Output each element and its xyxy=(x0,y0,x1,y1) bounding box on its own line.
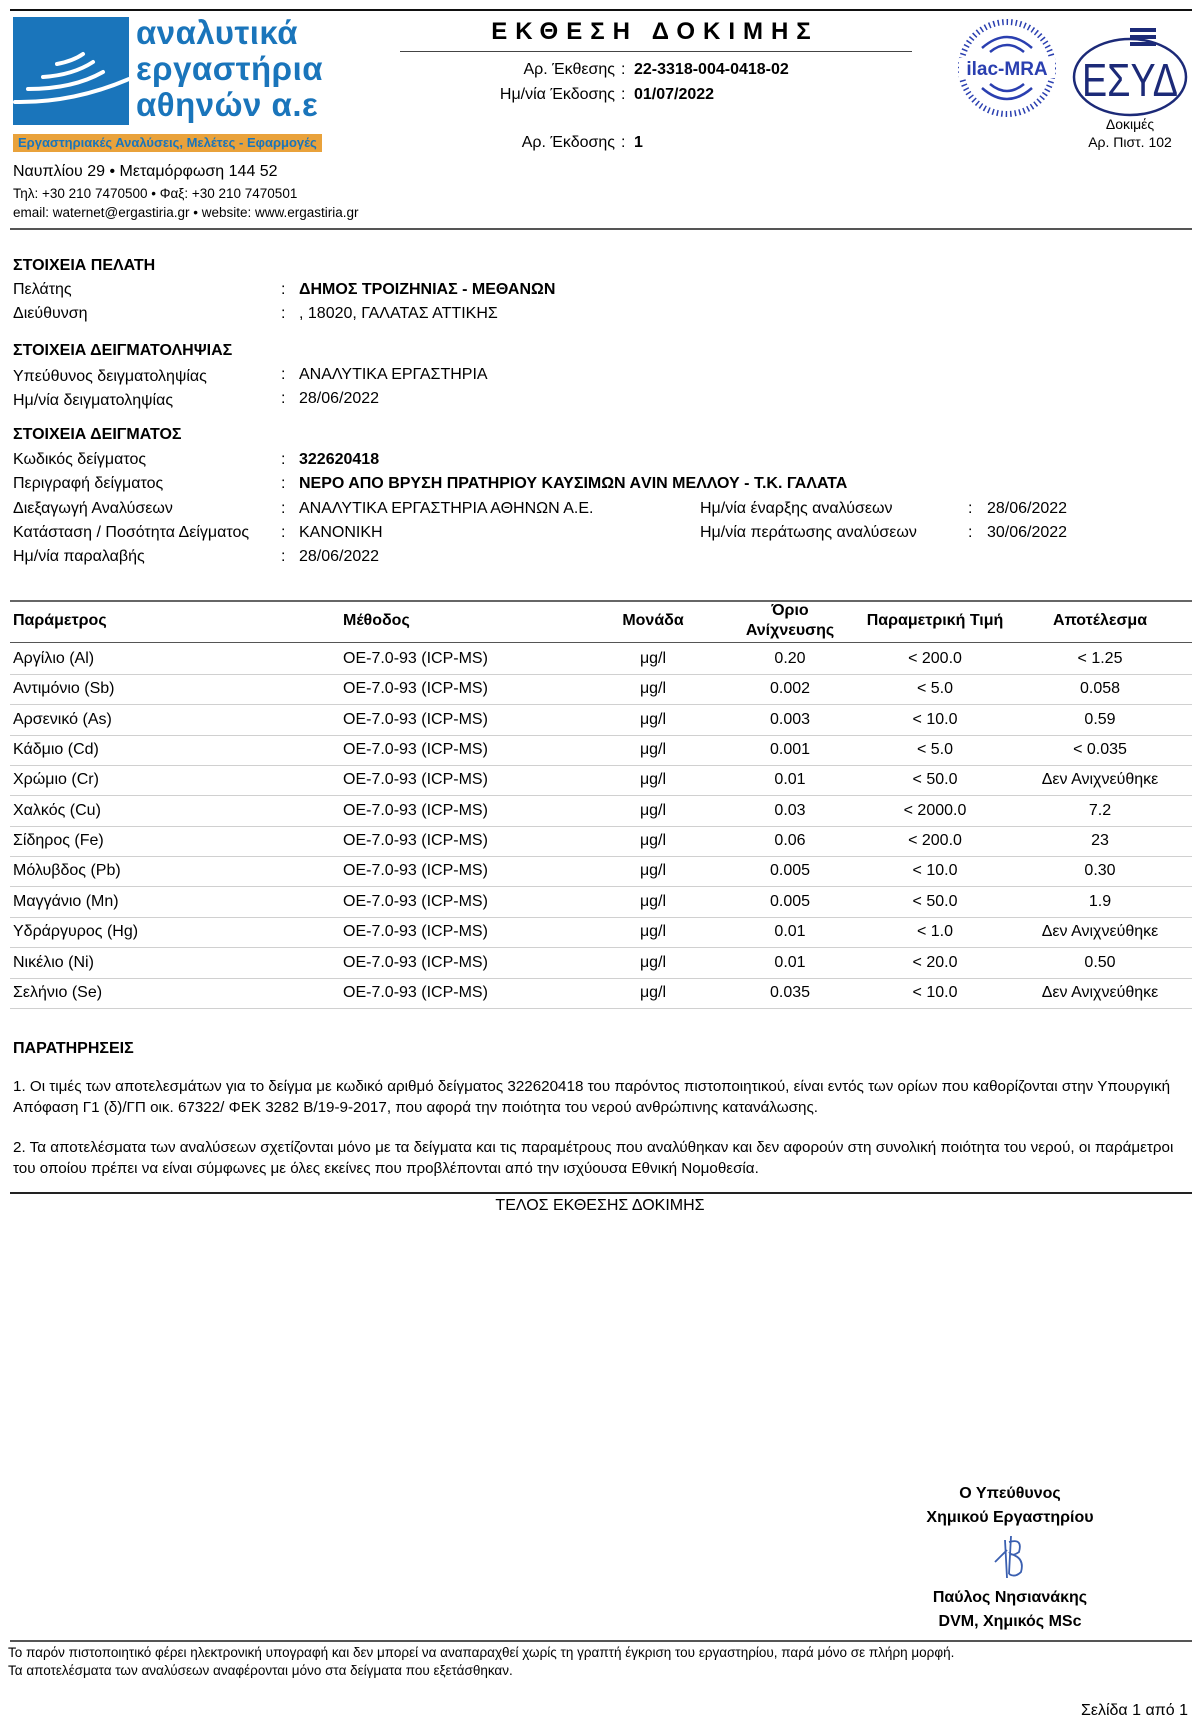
logo-text-line-1: αναλυτικά xyxy=(136,14,298,51)
result-cell: Δεν Ανιχνεύθηκε xyxy=(1041,923,1159,941)
colon: : xyxy=(281,500,286,517)
document-title: ΕΚΘΕΣΗ ΔΟΚΙΜΗΣ xyxy=(491,18,819,45)
analysis-end-date: 30/06/2022 xyxy=(987,524,1068,541)
parameter-cell: Χρώμιο (Cr) xyxy=(13,771,99,789)
column-header-lod-line1: Όριο xyxy=(771,602,809,619)
table-row xyxy=(10,735,1192,766)
detection-limit-cell: 0.03 xyxy=(774,801,806,819)
unit-cell: μg/l xyxy=(639,983,667,1001)
remark-1: 1. Οι τιμές των αποτελεσμάτων για το δείγμα με κωδικό αριθμό δείγματος 322620418 του παρόντος πιστοποιητικού, είναι εντός των ορίων που καθορίζονται στην Υπουργική Απόφαση Γ1 (δ)/ΓΠ οικ. 67322/ ΦΕΚ 3282 Β/19-9-2017, που αφορά την ποιότητα του νερού ανθρώπινης κατανάλωσης. xyxy=(13,1078,1171,1116)
colon: : xyxy=(281,366,286,383)
parameter-cell: Σελήνιο (Se) xyxy=(13,983,103,1001)
logo-text-line-3: αθηνών α.ε xyxy=(136,86,319,123)
remark-2: 2. Τα αποτελέσματα των αναλύσεων σχετίζονται μόνο με τα δείγματα και τις παραμέτρους που αναλύθηκαν και δεν αφορούν στη συνολική ποιότητα του νερού, οι παράμετροι του οποίου πρέπει να είναι σύμφωνες με όλες εκείνες που προβλέπονται από την ισχύουσα Εθνική Νομοθεσία. xyxy=(13,1139,1174,1177)
sample-condition-label: Κατάσταση / Ποσότητα Δείγματος xyxy=(13,524,250,541)
parametric-value-cell: < 10.0 xyxy=(912,710,958,728)
result-cell: Δεν Ανιχνεύθηκε xyxy=(1041,771,1159,789)
analysis-performed-by-label: Διεξαγωγή Αναλύσεων xyxy=(13,500,173,517)
parameter-cell: Μαγγάνιο (Mn) xyxy=(13,892,119,910)
sampling-section-title: ΣΤΟΙΧΕΙΑ ΔΕΙΓΜΑΤΟΛΗΨΙΑΣ xyxy=(13,342,233,359)
sample-section-title: ΣΤΟΙΧΕΙΑ ΔΕΙΓΜΑΤΟΣ xyxy=(13,426,182,443)
method-cell: ΟΕ-7.0-93 (ICP-MS) xyxy=(343,983,488,1001)
issue-date-label: Ημ/νία Έκδοσης xyxy=(499,86,615,103)
result-cell: 0.59 xyxy=(1084,710,1116,728)
client-section-title: ΣΤΟΙΧΕΙΑ ΠΕΛΑΤΗ xyxy=(13,257,156,274)
parametric-value-cell: < 50.0 xyxy=(912,771,958,789)
method-cell: ΟΕ-7.0-93 (ICP-MS) xyxy=(343,832,488,850)
detection-limit-cell: 0.005 xyxy=(769,862,811,880)
table-row xyxy=(10,644,1192,675)
colon: : xyxy=(281,548,286,565)
svg-text:ilac-MRA: ilac-MRA xyxy=(966,59,1048,80)
analysis-start-label: Ημ/νία έναρξης αναλύσεων xyxy=(700,500,893,517)
method-cell: ΟΕ-7.0-93 (ICP-MS) xyxy=(343,650,488,667)
unit-cell: μg/l xyxy=(639,680,667,698)
logo-text-line-2: εργαστήρια xyxy=(136,50,324,87)
footer-disclaimer-1: Το παρόν πιστοποιητικό φέρει ηλεκτρονική υπογραφή και δεν μπορεί να αναπαραχθεί χωρίς τη γραπτή έγκριση του εργαστηρίου, παρά μόνο σε πλήρη μορφή. xyxy=(8,1645,955,1660)
detection-limit-cell: 0.01 xyxy=(774,953,806,971)
result-cell: < 1.25 xyxy=(1077,650,1123,667)
analysis-end-label: Ημ/νία περάτωσης αναλύσεων xyxy=(700,524,917,541)
detection-limit-cell: 0.20 xyxy=(774,650,806,667)
company-phone-fax: Τηλ: +30 210 7470500 • Φαξ: +30 210 7470501 xyxy=(13,186,298,201)
svg-text:ΕΣΥΔ: ΕΣΥΔ xyxy=(1082,54,1178,106)
unit-cell: μg/l xyxy=(639,801,667,819)
title-rule xyxy=(400,51,912,52)
result-cell: 7.2 xyxy=(1088,801,1112,819)
detection-limit-cell: 0.06 xyxy=(774,832,806,850)
parameter-cell: Σίδηρος (Fe) xyxy=(13,832,104,850)
parametric-value-cell: < 1.0 xyxy=(916,923,954,941)
colon: : xyxy=(281,281,286,298)
colon: : xyxy=(621,86,626,103)
unit-cell: μg/l xyxy=(639,741,667,759)
result-cell: 0.50 xyxy=(1084,953,1116,971)
table-header-rule xyxy=(10,642,1192,643)
parameter-cell: Χαλκός (Cu) xyxy=(13,801,101,819)
unit-cell: μg/l xyxy=(639,771,667,789)
company-address: Ναυπλίου 29 • Μεταμόρφωση 144 52 xyxy=(13,163,278,180)
colon: : xyxy=(281,305,286,322)
result-cell: 1.9 xyxy=(1088,892,1112,910)
sample-description: ΝΕΡΟ ΑΠΟ ΒΡΥΣΗ ΠΡΑΤΗΡΙΟΥ ΚΑΥΣΙΜΩΝ ΑVIN ΜΕΛΛΟΥ - Τ.Κ. ΓΑΛΑΤΑ xyxy=(299,475,848,492)
method-cell: ΟΕ-7.0-93 (ICP-MS) xyxy=(343,741,488,759)
table-row xyxy=(10,796,1192,827)
unit-cell: μg/l xyxy=(639,953,667,971)
parameter-cell: Αντιμόνιο (Sb) xyxy=(13,680,115,698)
signatory-role-line2: Χημικού Εργαστηρίου xyxy=(926,1509,1094,1526)
method-cell: ΟΕ-7.0-93 (ICP-MS) xyxy=(343,710,488,728)
issue-number: 1 xyxy=(634,134,643,151)
unit-cell: μg/l xyxy=(639,832,667,850)
sampling-responsible-label: Υπεύθυνος δειγματοληψίας xyxy=(13,368,207,385)
parametric-value-cell: < 200.0 xyxy=(908,832,962,850)
parameter-cell: Κάδμιο (Cd) xyxy=(13,741,99,759)
parameter-cell: Νικέλιο (Ni) xyxy=(13,953,94,971)
method-cell: ΟΕ-7.0-93 (ICP-MS) xyxy=(343,801,488,819)
table-row xyxy=(10,674,1192,705)
parametric-value-cell: < 10.0 xyxy=(912,862,958,880)
table-row xyxy=(10,856,1192,887)
client-label: Πελάτης xyxy=(13,281,72,298)
sampling-responsible: ΑΝΑΛΥΤΙΚΑ ΕΡΓΑΣΤΗΡΙΑ xyxy=(299,366,488,383)
table-top-rule xyxy=(10,600,1192,602)
result-cell: 0.058 xyxy=(1079,680,1121,698)
report-number-label: Αρ. Έκθεσης xyxy=(523,61,615,78)
company-logo-mark xyxy=(13,17,129,125)
method-cell: ΟΕ-7.0-93 (ICP-MS) xyxy=(343,680,488,698)
unit-cell: μg/l xyxy=(639,650,667,667)
table-row xyxy=(10,826,1192,857)
received-date: 28/06/2022 xyxy=(299,548,380,565)
analysis-start-date: 28/06/2022 xyxy=(987,500,1068,517)
page-number: Σελίδα 1 από 1 xyxy=(1080,1702,1188,1719)
company-email-website: email: waternet@ergastiria.gr • website: www.ergastiria.gr xyxy=(13,205,359,220)
result-cell: Δεν Ανιχνεύθηκε xyxy=(1041,983,1159,1001)
method-cell: ΟΕ-7.0-93 (ICP-MS) xyxy=(343,862,488,880)
colon: : xyxy=(968,500,973,517)
parametric-value-cell: < 50.0 xyxy=(912,892,958,910)
colon: : xyxy=(968,524,973,541)
method-cell: ΟΕ-7.0-93 (ICP-MS) xyxy=(343,892,488,910)
logo-tagline: Εργαστηριακές Αναλύσεις, Μελέτες - Εφαρμογές xyxy=(13,134,322,152)
received-date-label: Ημ/νία παραλαβής xyxy=(13,548,145,565)
esyd-icon xyxy=(1070,20,1190,120)
unit-cell: μg/l xyxy=(639,923,667,941)
parametric-value-cell: < 20.0 xyxy=(912,953,958,971)
esyd-logo xyxy=(1070,20,1190,120)
method-cell: ΟΕ-7.0-93 (ICP-MS) xyxy=(343,771,488,789)
sample-code-label: Κωδικός δείγματος xyxy=(13,451,147,468)
parametric-value-cell: < 5.0 xyxy=(916,680,954,698)
table-row xyxy=(10,705,1192,736)
detection-limit-cell: 0.01 xyxy=(774,923,806,941)
signatory-name: Παύλος Νησιανάκης xyxy=(932,1589,1088,1606)
detection-limit-cell: 0.002 xyxy=(769,680,811,698)
esyd-caption-tests: Δοκιμές xyxy=(1105,116,1155,132)
issue-number-label: Αρ. Έκδοσης xyxy=(521,134,615,151)
column-header-parametric-value: Παραμετρική Τιμή xyxy=(866,612,1004,629)
sample-description-label: Περιγραφή δείγματος xyxy=(13,475,164,492)
column-header-unit: Μονάδα xyxy=(622,612,684,629)
table-row xyxy=(10,765,1192,796)
end-of-report-rule xyxy=(10,1192,1192,1194)
method-cell: ΟΕ-7.0-93 (ICP-MS) xyxy=(343,923,488,941)
waves-icon xyxy=(13,17,129,125)
colon: : xyxy=(281,390,286,407)
parameter-cell: Μόλυβδος (Pb) xyxy=(13,862,121,880)
ilac-mra-icon xyxy=(957,18,1057,118)
report-number: 22-3318-004-0418-02 xyxy=(634,61,789,78)
sample-condition: ΚΑΝΟΝΙΚΗ xyxy=(299,524,383,541)
unit-cell: μg/l xyxy=(639,862,667,880)
parameter-cell: Υδράργυρος (Hg) xyxy=(13,923,139,941)
table-row xyxy=(10,887,1192,918)
signatory-credentials: DVM, Χημικός MSc xyxy=(938,1613,1082,1630)
issue-date: 01/07/2022 xyxy=(634,86,715,103)
analysis-performed-by: ΑΝΑΛΥΤΙΚΑ ΕΡΓΑΣΤΗΡΙΑ ΑΘΗΝΩΝ Α.Ε. xyxy=(299,500,594,517)
signature-mark-icon xyxy=(985,1532,1035,1582)
column-header-lod-line2: Ανίχνευσης xyxy=(745,622,835,639)
parameter-cell: Αργίλιο (Al) xyxy=(13,650,95,667)
unit-cell: μg/l xyxy=(639,892,667,910)
column-header-parameter: Παράμετρος xyxy=(13,612,107,629)
detection-limit-cell: 0.001 xyxy=(769,741,811,759)
detection-limit-cell: 0.01 xyxy=(774,771,806,789)
result-cell: 0.30 xyxy=(1084,862,1116,880)
table-row xyxy=(10,917,1192,948)
table-row xyxy=(10,948,1192,979)
unit-cell: μg/l xyxy=(639,710,667,728)
client-address-label: Διεύθυνση xyxy=(13,305,88,322)
parametric-value-cell: < 2000.0 xyxy=(903,801,967,819)
result-cell: 23 xyxy=(1091,832,1109,850)
top-rule xyxy=(10,9,1192,11)
method-cell: ΟΕ-7.0-93 (ICP-MS) xyxy=(343,953,488,971)
ilac-mra-logo xyxy=(957,18,1057,118)
result-cell: < 0.035 xyxy=(1073,741,1127,759)
sampling-date-label: Ημ/νία δειγματοληψίας xyxy=(13,392,174,409)
detection-limit-cell: 0.003 xyxy=(769,710,811,728)
client-address: , 18020, ΓΑΛΑΤΑΣ ΑΤΤΙΚΗΣ xyxy=(299,305,498,322)
signatory-role-line1: Ο Υπεύθυνος xyxy=(959,1485,1061,1502)
parametric-value-cell: < 10.0 xyxy=(912,983,958,1001)
sampling-date: 28/06/2022 xyxy=(299,390,380,407)
colon: : xyxy=(281,524,286,541)
end-of-report-text: ΤΕΛΟΣ ΕΚΘΕΣΗΣ ΔΟΚΙΜΗΣ xyxy=(495,1197,705,1214)
sample-code: 322620418 xyxy=(299,451,380,468)
parametric-value-cell: < 200.0 xyxy=(908,650,962,667)
column-header-method: Μέθοδος xyxy=(343,612,410,629)
detection-limit-cell: 0.035 xyxy=(769,983,811,1001)
colon: : xyxy=(281,475,286,492)
header-divider xyxy=(10,228,1192,230)
client-name: ΔΗΜΟΣ ΤΡΟΙΖΗΝΙΑΣ - ΜΕΘΑΝΩΝ xyxy=(299,281,556,298)
parametric-value-cell: < 5.0 xyxy=(916,741,954,759)
colon: : xyxy=(621,61,626,78)
detection-limit-cell: 0.005 xyxy=(769,892,811,910)
remarks-title: ΠΑΡΑΤΗΡΗΣΕΙΣ xyxy=(13,1040,134,1057)
table-row xyxy=(10,978,1192,1009)
colon: : xyxy=(281,451,286,468)
esyd-accreditation-number: Αρ. Πιστ. 102 xyxy=(1088,134,1172,150)
column-header-result: Αποτέλεσμα xyxy=(1052,612,1148,629)
parameter-cell: Αρσενικό (As) xyxy=(13,710,112,728)
footer-rule xyxy=(10,1640,1192,1642)
colon: : xyxy=(621,134,626,151)
footer-disclaimer-2: Τα αποτελέσματα των αναλύσεων αναφέρονται μόνο στα δείγματα που εξετάσθηκαν. xyxy=(8,1663,513,1678)
